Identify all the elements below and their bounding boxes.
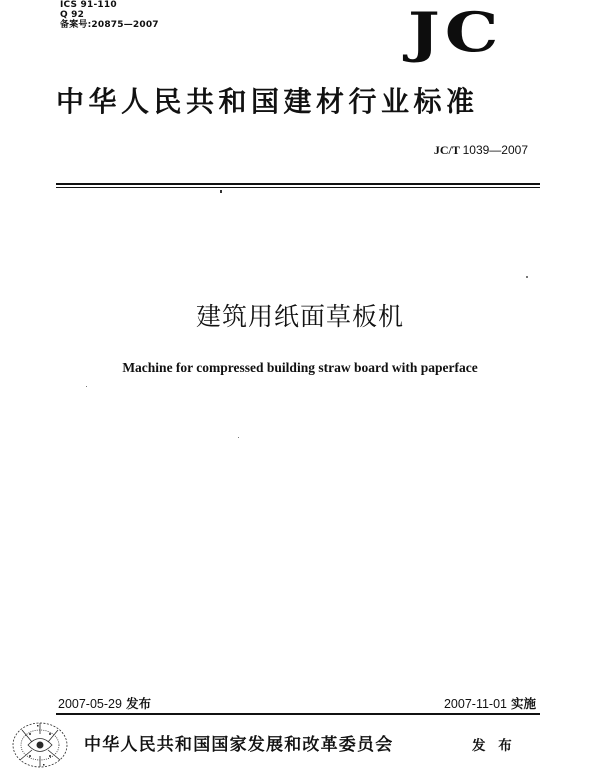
classification-code: Q 92 [60,10,85,20]
implementation-label: 实施 [510,696,536,711]
header-rule-thick [56,183,540,185]
emblem-seal-icon [10,720,70,770]
standard-code [434,143,528,158]
scan-speck [86,386,87,387]
record-number: 备案号:20875—2007 [60,20,159,30]
implementation-date [444,694,536,712]
scan-speck [238,437,239,438]
jc-logo: JC [408,0,504,64]
scan-speck [220,190,222,193]
ics-code: ICS 91-110 [60,0,117,10]
issue-date [58,694,151,712]
document-title-en: Machine for compressed building straw board with paperface [122,360,478,375]
organization-title: 中华人民共和国建材行业标准 [56,85,479,118]
issuer-name: 中华人民共和国国家发展和改革委员会 [84,735,394,755]
standard-code-prefix: JC/T [433,143,460,157]
document-title-cn: 建筑用纸面草板机 [195,302,404,331]
scan-speck [526,276,528,278]
header-rule-thin [56,187,540,188]
implementation-date-value: 2007-11-01 [443,697,507,711]
footer-rule [56,713,540,715]
publish-label: 发 布 [472,738,516,754]
issue-date-value: 2007-05-29 [58,697,122,711]
issue-label: 发布 [125,696,151,711]
standard-code-number: 1039—2007 [462,143,528,157]
